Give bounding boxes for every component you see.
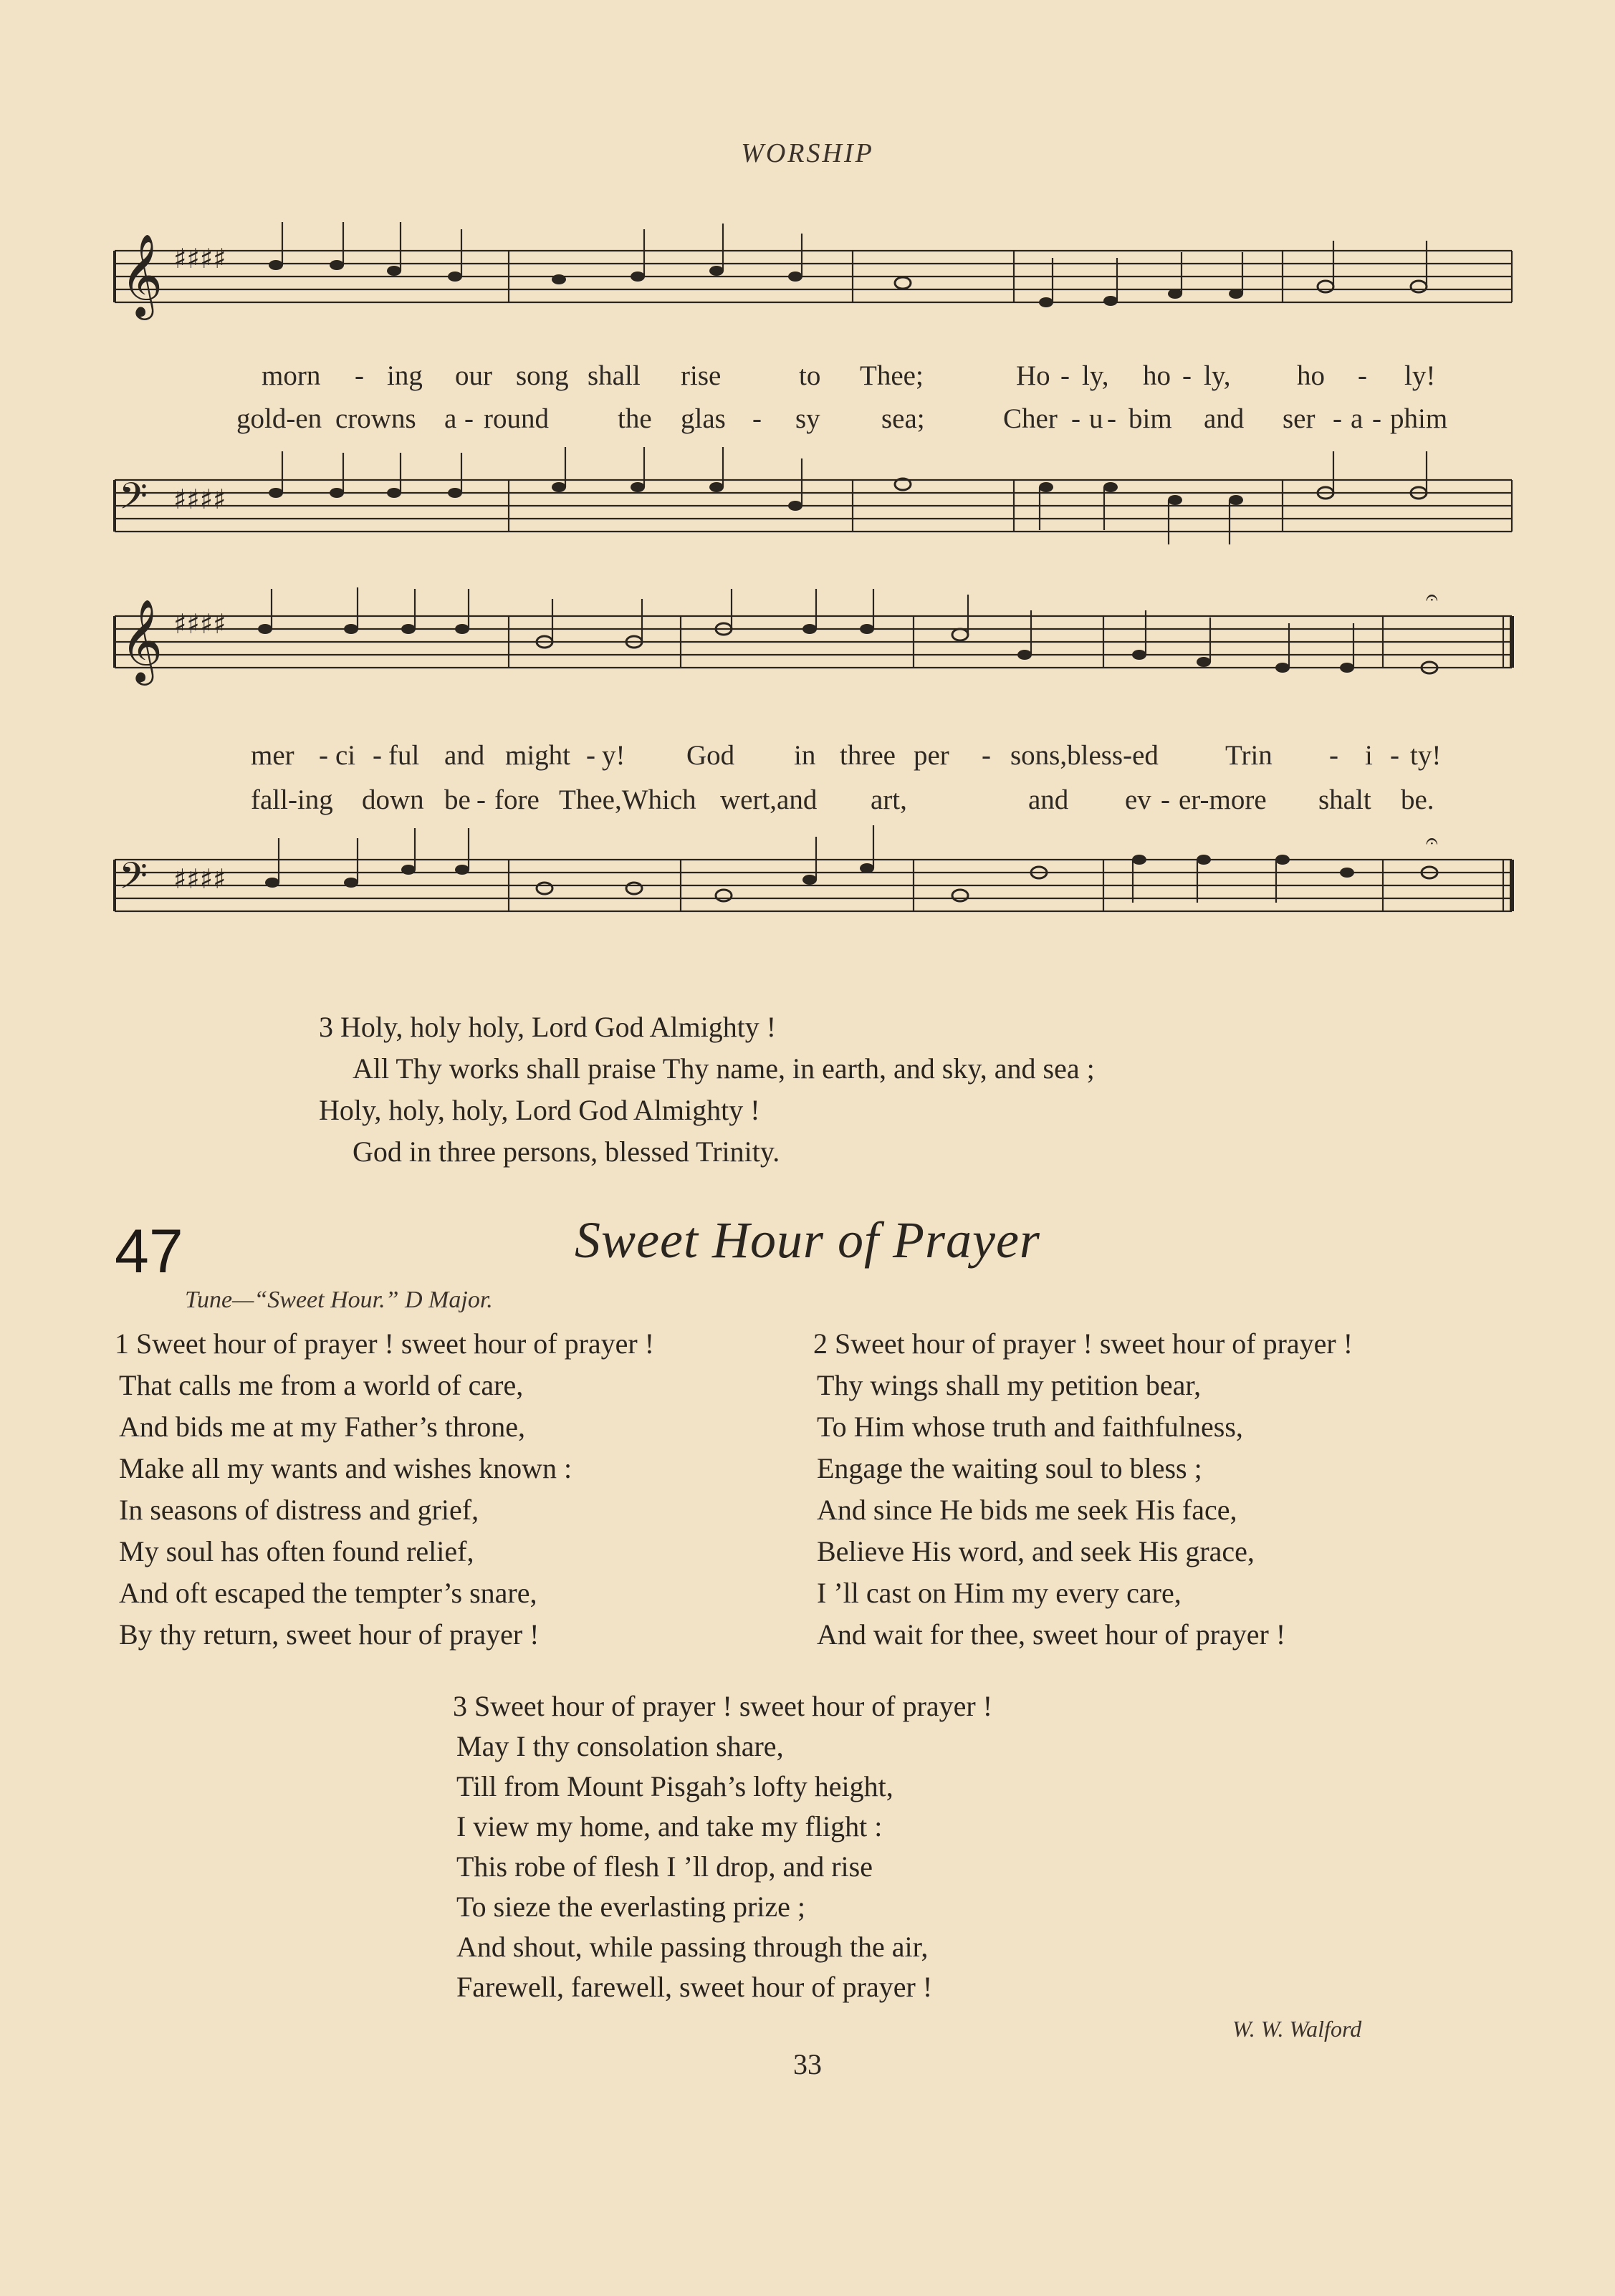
svg-text:𝄢: 𝄢 xyxy=(119,474,148,527)
verse-line: Holy, holy, holy, Lord God Almighty ! xyxy=(319,1094,760,1126)
page-number: 33 xyxy=(793,2048,822,2080)
svg-text:♯♯♯♯: ♯♯♯♯ xyxy=(173,484,226,515)
svg-text:♯♯♯♯: ♯♯♯♯ xyxy=(173,243,226,274)
hymn-title: Sweet Hour of Prayer xyxy=(575,1211,1040,1269)
verse-line: By thy return, sweet hour of prayer ! xyxy=(119,1618,540,1651)
verse-line: My soul has often found relief, xyxy=(119,1535,474,1567)
lyric-line-2a: mer - ci - ful and might - y! God in three per - sons,bless-ed Trin - i - ty! xyxy=(251,740,1442,771)
verse-line: And since He bids me seek His face, xyxy=(817,1494,1237,1526)
svg-text:♯♯♯♯: ♯♯♯♯ xyxy=(173,863,226,895)
verse-line: To Him whose truth and faithfulness, xyxy=(817,1411,1243,1443)
verse-line: May I thy consolation share, xyxy=(456,1730,784,1762)
verse-line: Engage the waiting soul to bless ; xyxy=(817,1452,1202,1484)
hymn47-verse-2 xyxy=(813,1327,1523,1663)
verse-line: God in three persons, blessed Trinity. xyxy=(353,1135,780,1168)
verse-line: I ’ll cast on Him my every care, xyxy=(817,1577,1182,1609)
verse-line: And bids me at my Father’s throne, xyxy=(119,1411,525,1443)
music-system-2 xyxy=(107,573,1519,974)
bass-staff-1 xyxy=(107,437,1519,573)
verse-line: 2 Sweet hour of prayer ! sweet hour of prayer ! xyxy=(813,1327,1353,1360)
treble-staff-2 xyxy=(107,573,1519,688)
verse-line: 3 Holy, holy holy, Lord God Almighty ! xyxy=(319,1011,777,1043)
verse-line: And wait for thee, sweet hour of prayer ! xyxy=(817,1618,1286,1651)
tune-line: Tune—“Sweet Hour.” D Major. xyxy=(185,1287,493,1313)
verse-line: And oft escaped the tempter’s snare, xyxy=(119,1577,537,1609)
verse-line: This robe of flesh I ’ll drop, and rise xyxy=(456,1850,873,1883)
hymn47-verse-1 xyxy=(115,1327,802,1663)
verse-line: Thy wings shall my petition bear, xyxy=(817,1369,1202,1401)
svg-text:𝄞: 𝄞 xyxy=(120,598,163,682)
hymn-number: 47 xyxy=(115,1217,183,1286)
verse-line: 3 Sweet hour of prayer ! sweet hour of prayer ! xyxy=(453,1690,993,1722)
verse-line: Till from Mount Pisgah’s lofty height, xyxy=(456,1770,893,1802)
hymn47-verse-3 xyxy=(453,1689,1241,2026)
svg-text:𝄐: 𝄐 xyxy=(1426,585,1438,610)
running-head: WORSHIP xyxy=(741,138,874,168)
verse-line: 1 Sweet hour of prayer ! sweet hour of prayer ! xyxy=(115,1327,655,1360)
verse-line: And shout, while passing through the air, xyxy=(456,1931,929,1963)
svg-text:𝄐: 𝄐 xyxy=(1426,829,1438,854)
svg-text:♯♯♯♯: ♯♯♯♯ xyxy=(173,608,226,640)
lyric-line-2b: fall-ing down be - fore Thee,Which wert,and art, and ev - er-more shalt be. xyxy=(251,784,1434,815)
lyric-line-1a: morn - ing our song shall rise to Thee; Ho - ly, ho - ly, ho - ly! xyxy=(262,360,1436,391)
verse-line: That calls me from a world of care, xyxy=(119,1369,524,1401)
music-system-1 xyxy=(107,208,1519,566)
verse-line: All Thy works shall praise Thy name, in earth, and sky, and sea ; xyxy=(353,1052,1095,1085)
author-credit: W. W. Walford xyxy=(1232,2016,1362,2042)
verse-line: Believe His word, and seek His grace, xyxy=(817,1535,1255,1567)
lyric-line-1b: gold-en crowns a - round the glas - sy sea; Cher - u - bim and ser - a - phim xyxy=(236,403,1448,434)
hymn46-verse-3 xyxy=(0,1010,1615,1182)
svg-text:𝄢: 𝄢 xyxy=(119,854,148,906)
verse-line: Make all my wants and wishes known : xyxy=(119,1452,572,1484)
svg-text:𝄞: 𝄞 xyxy=(120,233,163,317)
verse-line: Farewell, farewell, sweet hour of prayer ! xyxy=(456,1971,933,2003)
verse-line: In seasons of distress and grief, xyxy=(119,1494,479,1526)
bass-staff-2 xyxy=(107,817,1519,953)
verse-line: To sieze the everlasting prize ; xyxy=(456,1891,805,1923)
verse-line: I view my home, and take my flight : xyxy=(456,1810,883,1843)
treble-staff-1 xyxy=(107,208,1519,322)
